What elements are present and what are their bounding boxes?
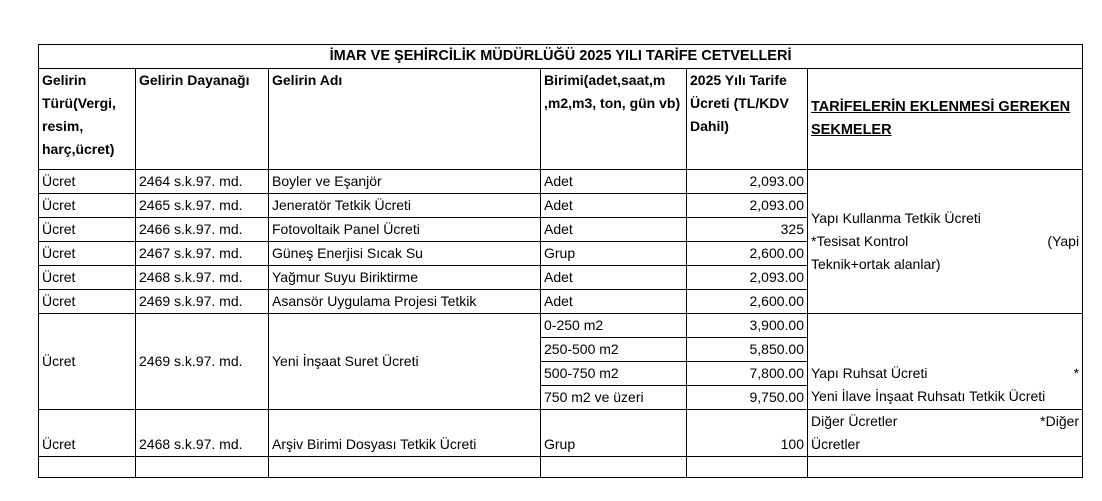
cell-type: Ücret — [39, 410, 136, 457]
cell-name: Fotovoltaik Panel Ücreti — [269, 218, 541, 242]
cell-fee: 3,900.00 — [687, 314, 808, 338]
note-line — [811, 410, 1079, 433]
header-tabs: TARİFELERİN EKLENMESİ GEREKEN SEKMELER — [808, 69, 1083, 170]
cell-unit: 500-750 m2 — [541, 362, 687, 386]
cell-fee: 9,750.00 — [687, 386, 808, 410]
note-text: Yapı Ruhsat Ücreti — [811, 365, 928, 382]
note-line — [811, 362, 1079, 385]
note-line — [811, 230, 1079, 253]
cell-empty — [687, 457, 808, 478]
cell-type: Ücret — [39, 266, 136, 290]
cell-basis: 2468 s.k.97. md. — [136, 410, 269, 457]
cell-unit: Adet — [541, 266, 687, 290]
table-row — [39, 314, 1083, 338]
cell-unit: Adet — [541, 194, 687, 218]
header-name: Gelirin Adı — [269, 69, 541, 170]
cell-empty — [541, 457, 687, 478]
cell-unit: Grup — [541, 242, 687, 266]
cell-unit: 0-250 m2 — [541, 314, 687, 338]
header-basis: Gelirin Dayanağı — [136, 69, 269, 170]
cell-fee: 100 — [687, 410, 808, 457]
cell-basis: 2467 s.k.97. md. — [136, 242, 269, 266]
note-building-permit — [808, 362, 1083, 410]
note-building-use — [808, 170, 1083, 314]
cell-name: Yeni İnşaat Suret Ücreti — [269, 314, 541, 410]
table-title: İMAR VE ŞEHİRCİLİK MÜDÜRLÜĞÜ 2025 YILI TARİFE CETVELLERİ — [39, 45, 1083, 69]
cell-empty — [269, 457, 541, 478]
table-row — [39, 170, 1083, 194]
note-text: *Diğer — [1040, 413, 1080, 429]
cell-name: Asansör Uygulama Projesi Tetkik — [269, 290, 541, 314]
header-fee: 2025 Yılı Tarife Ücreti (TL/KDV Dahil) — [687, 69, 808, 170]
cell-empty — [808, 457, 1083, 478]
note-line: Yeni İlave İnşaat Ruhsatı Tetkik Ücreti — [811, 388, 1046, 405]
note-text: * — [1073, 365, 1080, 382]
cell-basis: 2465 s.k.97. md. — [136, 194, 269, 218]
cell-type: Ücret — [39, 242, 136, 266]
cell-fee: 7,800.00 — [687, 362, 808, 386]
cell-fee: 2,093.00 — [687, 194, 808, 218]
header-row — [39, 69, 1083, 170]
note-line: Yapı Kullanma Tetkik Ücreti — [811, 210, 981, 226]
note-text: Diğer Ücretler — [811, 413, 898, 429]
note-empty — [808, 314, 1083, 362]
cell-fee: 5,850.00 — [687, 338, 808, 362]
table-row-empty — [39, 457, 1083, 478]
cell-name: Boyler ve Eşanjör — [269, 170, 541, 194]
cell-type: Ücret — [39, 170, 136, 194]
cell-name: Yağmur Suyu Biriktirme — [269, 266, 541, 290]
cell-name: Jeneratör Tetkik Ücreti — [269, 194, 541, 218]
cell-basis: 2469 s.k.97. md. — [136, 314, 269, 410]
cell-fee: 2,600.00 — [687, 242, 808, 266]
cell-type: Ücret — [39, 194, 136, 218]
cell-unit: Adet — [541, 218, 687, 242]
cell-unit: Adet — [541, 290, 687, 314]
table-row — [39, 410, 1083, 457]
cell-unit: Adet — [541, 170, 687, 194]
cell-empty — [136, 457, 269, 478]
cell-name: Arşiv Birimi Dosyası Tetkik Ücreti — [269, 410, 541, 457]
cell-fee: 2,093.00 — [687, 266, 808, 290]
cell-fee: 325 — [687, 218, 808, 242]
note-text: (Yapi — [1047, 233, 1080, 249]
header-unit: Birimi(adet,saat,m ,m2,m3, ton, gün vb) — [541, 69, 687, 170]
cell-unit: 250-500 m2 — [541, 338, 687, 362]
note-line: Ücretler — [811, 436, 861, 452]
cell-fee: 2,093.00 — [687, 170, 808, 194]
header-type: Gelirin Türü(Vergi, resim, harç,ücret) — [39, 69, 136, 170]
cell-type: Ücret — [39, 314, 136, 410]
tariff-table — [38, 44, 1083, 478]
cell-basis: 2464 s.k.97. md. — [136, 170, 269, 194]
cell-name: Güneş Enerjisi Sıcak Su — [269, 242, 541, 266]
cell-basis: 2469 s.k.97. md. — [136, 290, 269, 314]
cell-basis: 2466 s.k.97. md. — [136, 218, 269, 242]
cell-fee: 2,600.00 — [687, 290, 808, 314]
cell-type: Ücret — [39, 218, 136, 242]
note-line: Teknik+ortak alanlar) — [811, 256, 941, 272]
cell-type: Ücret — [39, 290, 136, 314]
note-text: *Tesisat Kontrol — [811, 233, 909, 249]
note-other-fees — [808, 410, 1083, 457]
cell-basis: 2468 s.k.97. md. — [136, 266, 269, 290]
cell-unit: Grup — [541, 410, 687, 457]
cell-unit: 750 m2 ve üzeri — [541, 386, 687, 410]
cell-empty — [39, 457, 136, 478]
